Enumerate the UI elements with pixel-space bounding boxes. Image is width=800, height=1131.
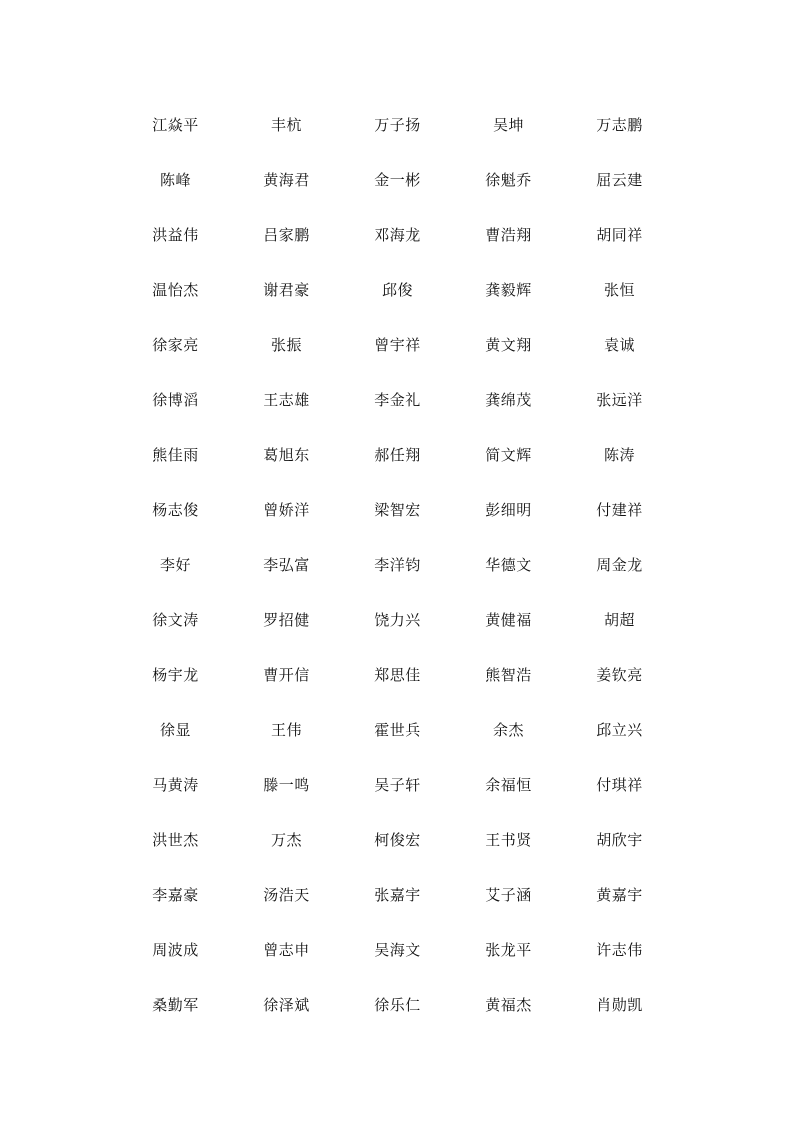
- name-cell: 汤浩天: [263, 886, 310, 904]
- name-cell: 曾宇祥: [374, 336, 421, 354]
- name-cell: 张远洋: [596, 391, 643, 409]
- name-cell: 滕一鸣: [263, 776, 310, 794]
- name-cell: 吴子轩: [374, 776, 421, 794]
- name-cell: 洪益伟: [152, 226, 199, 244]
- name-cell: 曾志申: [263, 941, 310, 959]
- name-cell: 曹开信: [263, 666, 310, 684]
- name-cell: 邓海龙: [374, 226, 421, 244]
- name-cell: 李洋钧: [374, 556, 421, 574]
- name-cell: 饶力兴: [374, 611, 421, 629]
- name-cell: 黄海君: [263, 171, 310, 189]
- name-cell: 徐文涛: [152, 611, 199, 629]
- name-cell: 谢君豪: [263, 281, 310, 299]
- name-cell: 龚毅辉: [485, 281, 532, 299]
- name-cell: 郑思佳: [374, 666, 421, 684]
- name-cell: 艾子涵: [485, 886, 532, 904]
- name-cell: 徐魁乔: [485, 171, 532, 189]
- name-cell: 黄文翔: [485, 336, 532, 354]
- name-cell: 黄福杰: [485, 996, 532, 1014]
- name-cell: 张龙平: [485, 941, 532, 959]
- name-cell: 王志雄: [263, 391, 310, 409]
- name-cell: 邱立兴: [596, 721, 643, 739]
- name-cell: 许志伟: [596, 941, 643, 959]
- name-cell: 付琪祥: [596, 776, 643, 794]
- name-cell: 陈峰: [159, 171, 191, 189]
- name-cell: 陈涛: [603, 446, 635, 464]
- name-cell: 张振: [270, 336, 302, 354]
- name-cell: 万子扬: [374, 116, 421, 134]
- name-cell: 张恒: [603, 281, 635, 299]
- name-cell: 徐家亮: [152, 336, 199, 354]
- name-cell: 罗招健: [263, 611, 310, 629]
- name-cell: 桑勤军: [152, 996, 199, 1014]
- name-cell: 曾娇洋: [263, 501, 310, 519]
- name-cell: 梁智宏: [374, 501, 421, 519]
- name-cell: 马黄涛: [152, 776, 199, 794]
- name-cell: 肖勋凯: [596, 996, 643, 1014]
- name-cell: 龚绵茂: [485, 391, 532, 409]
- name-cell: 曹浩翔: [485, 226, 532, 244]
- name-cell: 熊智浩: [485, 666, 532, 684]
- name-list-grid: [120, 97, 680, 1032]
- name-cell: 吴坤: [492, 116, 524, 134]
- name-cell: 张嘉宇: [374, 886, 421, 904]
- name-cell: 姜钦亮: [596, 666, 643, 684]
- name-cell: 丰杭: [270, 116, 302, 134]
- name-cell: 余杰: [492, 721, 524, 739]
- name-cell: 霍世兵: [374, 721, 421, 739]
- name-cell: 熊佳雨: [152, 446, 199, 464]
- name-cell: 邱俊: [381, 281, 413, 299]
- name-cell: 金一彬: [374, 171, 421, 189]
- name-cell: 徐博滔: [152, 391, 199, 409]
- name-cell: 徐乐仁: [374, 996, 421, 1014]
- name-cell: 郝任翔: [374, 446, 421, 464]
- name-cell: 余福恒: [485, 776, 532, 794]
- name-cell: 徐泽斌: [263, 996, 310, 1014]
- name-cell: 王书贤: [485, 831, 532, 849]
- name-cell: 洪世杰: [152, 831, 199, 849]
- name-cell: 温怡杰: [152, 281, 199, 299]
- name-cell: 付建祥: [596, 501, 643, 519]
- name-cell: 万志鹏: [596, 116, 643, 134]
- name-cell: 江焱平: [152, 116, 199, 134]
- name-cell: 徐显: [159, 721, 191, 739]
- name-cell: 周金龙: [596, 556, 643, 574]
- name-cell: 李嘉豪: [152, 886, 199, 904]
- name-cell: 彭细明: [485, 501, 532, 519]
- name-cell: 李好: [159, 556, 191, 574]
- name-cell: 华德文: [485, 556, 532, 574]
- name-cell: 杨志俊: [152, 501, 199, 519]
- name-cell: 吕家鹏: [263, 226, 310, 244]
- name-cell: 李金礼: [374, 391, 421, 409]
- name-cell: 柯俊宏: [374, 831, 421, 849]
- name-cell: 胡欣宇: [596, 831, 643, 849]
- name-cell: 胡超: [603, 611, 635, 629]
- name-cell: 吴海文: [374, 941, 421, 959]
- name-cell: 周波成: [152, 941, 199, 959]
- name-cell: 屈云建: [596, 171, 643, 189]
- name-cell: 王伟: [270, 721, 302, 739]
- name-cell: 李弘富: [263, 556, 310, 574]
- name-cell: 袁诚: [603, 336, 635, 354]
- name-cell: 黄健福: [485, 611, 532, 629]
- name-cell: 黄嘉宇: [596, 886, 643, 904]
- name-cell: 胡同祥: [596, 226, 643, 244]
- name-cell: 杨宇龙: [152, 666, 199, 684]
- name-cell: 简文辉: [485, 446, 532, 464]
- name-cell: 葛旭东: [263, 446, 310, 464]
- name-cell: 万杰: [270, 831, 302, 849]
